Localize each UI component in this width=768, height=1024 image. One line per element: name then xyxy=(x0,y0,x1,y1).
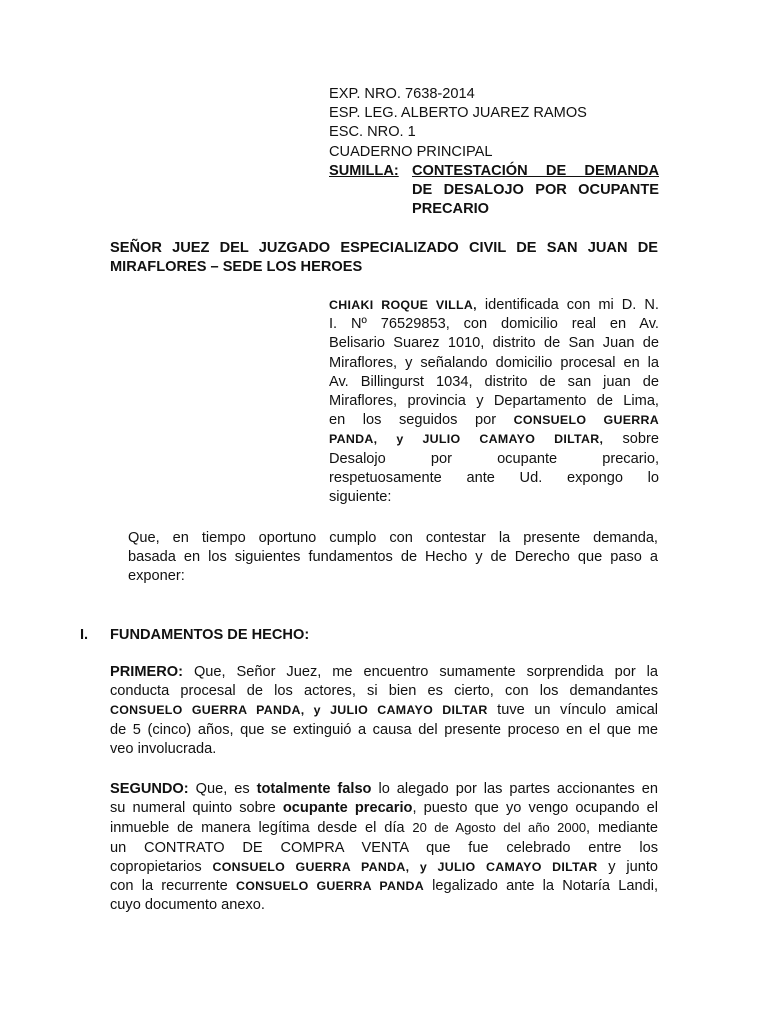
paragraph-text: inmueble de manera legítima desde el día xyxy=(110,820,405,837)
section-title: FUNDAMENTOS DE HECHO: xyxy=(110,627,310,643)
sumilla-block xyxy=(329,162,659,220)
party-text: I. Nº 76529853, con domicilio real en Av. xyxy=(329,316,659,333)
addressee-line-1: SEÑOR JUEZ DEL JUZGADO ESPECIALIZADO CIVIL DE SAN JUAN DE xyxy=(110,240,658,256)
paragraph-text: conducta procesal de los actores, si bien es cierto, con los demandantes xyxy=(110,683,658,700)
paragraph-primero xyxy=(110,663,658,759)
legal-specialist: ESP. LEG. ALBERTO JUAREZ RAMOS xyxy=(329,105,587,122)
case-number: EXP. NRO. 7638-2014 xyxy=(329,86,475,102)
sumilla-line-3: PRECARIO xyxy=(412,201,490,218)
paragraph-text: legalizado ante la Notaría Landi, xyxy=(432,878,658,895)
party-text: Miraflores, provincia y Departamento de Lima, xyxy=(329,393,659,410)
party-text: identificada con mi D. N. xyxy=(484,297,659,313)
paragraph-text: veo involucrada. xyxy=(110,740,217,757)
paragraph-text: cuyo documento anexo. xyxy=(110,897,265,914)
date-text: 20 de Agosto del año 2000 xyxy=(412,820,587,836)
intro-text: basada en los siguientes fundamentos de Hecho y de Derecho que paso a xyxy=(128,549,658,566)
plaintiff-names: CONSUELO GUERRA PANDA, y JULIO CAMAYO DILTAR xyxy=(110,703,488,718)
notebook-type: CUADERNO PRINCIPAL xyxy=(329,143,493,160)
plaintiff-name: CONSUELO GUERRA PANDA xyxy=(235,879,424,894)
paragraph-text: un CONTRATO DE COMPRA VENTA que fue celebrado entre los xyxy=(110,839,658,856)
party-text: sobre xyxy=(622,431,659,448)
sumilla-label: SUMILLA: xyxy=(329,162,399,179)
emphasis-text: ocupante precario xyxy=(282,800,413,817)
party-text: respetuosamente ante Ud. expongo lo xyxy=(329,469,659,486)
emphasis-text: totalmente falso xyxy=(256,781,372,797)
paragraph-text: su numeral quinto sobre xyxy=(110,800,276,817)
party-text: Desalojo por ocupante precario, xyxy=(329,450,659,467)
intro-text: exponer: xyxy=(128,568,185,585)
party-text: siguiente: xyxy=(329,489,392,506)
paragraph-text: , mediante xyxy=(586,820,658,837)
paragraph-text: tuve un vínculo amical xyxy=(497,702,658,719)
intro-text: Que, en tiempo oportuno cumplo con contestar la presente demanda, xyxy=(128,530,658,546)
party-text: Av. Billingurst 1034, distrito de san juan de xyxy=(329,373,659,390)
plaintiff-name: CONSUELO GUERRA xyxy=(513,413,659,428)
section-number: I. xyxy=(80,627,89,643)
paragraph-label: PRIMERO: xyxy=(110,664,183,680)
paragraph-text: Que, Señor Juez, me encuentro sumamente sorprendida por la xyxy=(193,664,658,680)
paragraph-segundo xyxy=(110,780,658,915)
paragraph-text: lo alegado por las partes accionantes en xyxy=(378,781,659,797)
plaintiff-names: PANDA, y JULIO CAMAYO DILTAR, xyxy=(329,432,604,447)
sumilla-line-1: CONTESTACIÓN DE DEMANDA xyxy=(412,162,659,179)
case-header xyxy=(329,85,659,219)
party-name: CHIAKI ROQUE VILLA, xyxy=(329,298,477,312)
party-identification xyxy=(329,296,659,507)
judge-addressee xyxy=(110,239,658,277)
writ-number: ESC. NRO. 1 xyxy=(329,124,416,141)
paragraph-text: y junto xyxy=(608,858,659,875)
paragraph-text: Que, es xyxy=(195,781,250,797)
sumilla-line-2: DE DESALOJO POR OCUPANTE xyxy=(412,182,659,199)
paragraph-label: SEGUNDO: xyxy=(110,781,189,797)
section-heading xyxy=(80,626,309,645)
paragraph-text: , puesto que yo vengo ocupando el xyxy=(412,800,658,817)
addressee-line-2: MIRAFLORES – SEDE LOS HEROES xyxy=(110,259,363,276)
paragraph-text: copropietarios xyxy=(110,858,202,875)
plaintiff-names: CONSUELO GUERRA PANDA, y JULIO CAMAYO DILTAR xyxy=(212,859,598,874)
paragraph-text: de 5 (cinco) años, que se extinguió a causa del presente proceso en el que me xyxy=(110,721,658,738)
party-text: en los seguidos por xyxy=(329,412,497,429)
party-text: Miraflores, y señalando domicilio procesal en la xyxy=(329,354,659,371)
intro-paragraph xyxy=(128,529,658,587)
party-text: Belisario Suarez 1010, distrito de San Juan de xyxy=(329,335,659,352)
paragraph-text: con la recurrente xyxy=(110,878,228,895)
